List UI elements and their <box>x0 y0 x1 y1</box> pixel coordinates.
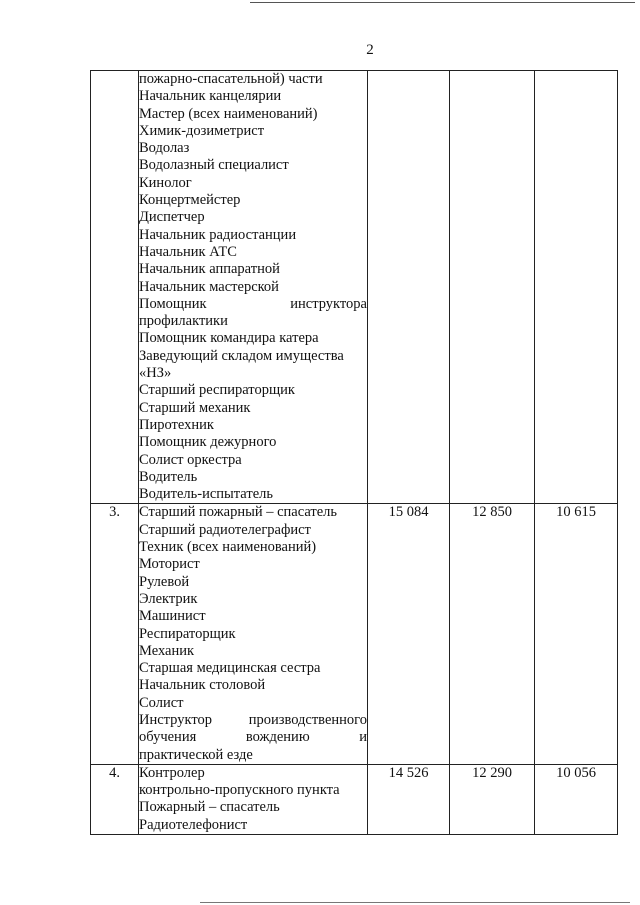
position-name: профилактики <box>139 313 228 330</box>
salary-table <box>90 70 618 835</box>
position-name: Старший механик <box>139 399 251 416</box>
position-name: Водитель <box>139 468 198 485</box>
position-name: пожарно-спасательной) части <box>139 71 323 87</box>
position-name: Помощник инструктора <box>139 295 367 312</box>
position-name: Химик-дозиметрист <box>139 122 265 139</box>
position-name: Моторист <box>139 556 200 573</box>
position-name: Пиротехник <box>139 416 214 433</box>
position-name: Начальник столовой <box>139 677 266 694</box>
position-list <box>139 764 368 834</box>
position-name: Машинист <box>139 608 206 625</box>
position-name: Водитель-испытатель <box>139 486 273 503</box>
salary-value-1 <box>368 71 450 504</box>
position-name: Радиотелефонист <box>139 816 248 833</box>
row-number <box>91 71 139 504</box>
salary-value-3: 10 615 <box>535 504 618 764</box>
table-row <box>91 71 618 504</box>
scan-edge-top <box>250 2 635 3</box>
position-list <box>139 504 368 764</box>
table-row <box>91 504 618 764</box>
salary-value-3 <box>535 71 618 504</box>
salary-value-1: 14 526 <box>368 764 450 834</box>
position-name: Контролер <box>139 764 205 781</box>
salary-value-3: 10 056 <box>535 764 618 834</box>
position-name: Пожарный – спасатель <box>139 799 280 816</box>
position-name: Инструктор производственного <box>139 711 367 728</box>
position-name: Старший пожарный – спасатель <box>139 504 338 521</box>
position-name: Начальник мастерской <box>139 278 279 295</box>
position-name: Техник (всех наименований) <box>139 539 317 556</box>
position-name: Помощник дежурного <box>139 434 277 451</box>
position-name: Механик <box>139 642 195 659</box>
position-name: практической езде <box>139 746 253 763</box>
position-name: Рулевой <box>139 573 190 590</box>
position-name: Водолаз <box>139 140 190 157</box>
position-name: Электрик <box>139 590 198 607</box>
position-name: обучения вождению и <box>139 729 367 746</box>
position-name: Старший респираторщик <box>139 382 295 399</box>
table-row <box>91 764 618 834</box>
position-name: Начальник канцелярии <box>139 88 282 105</box>
position-name: Диспетчер <box>139 209 205 226</box>
position-name: Начальник АТС <box>139 243 237 260</box>
salary-value-1: 15 084 <box>368 504 450 764</box>
position-name: Начальник радиостанции <box>139 226 297 243</box>
row-number: 3. <box>91 504 139 764</box>
position-name: Помощник командира катера <box>139 330 319 347</box>
position-name: Заведующий складом имущества <box>139 347 344 364</box>
position-name: Солист <box>139 694 184 711</box>
salary-value-2 <box>450 71 535 504</box>
salary-value-2: 12 850 <box>450 504 535 764</box>
row-number: 4. <box>91 764 139 834</box>
position-name: «НЗ» <box>139 365 172 382</box>
position-name: Старшая медицинская сестра <box>139 660 321 677</box>
position-name: Начальник аппаратной <box>139 261 280 278</box>
page-number: 2 <box>366 42 374 58</box>
position-name: Кинолог <box>139 174 192 191</box>
position-name: контрольно-пропускного пункта <box>139 782 340 799</box>
position-name: Водолазный специалист <box>139 157 289 174</box>
position-name: Респираторщик <box>139 625 236 642</box>
position-list <box>139 71 368 504</box>
position-name: Мастер (всех наименований) <box>139 105 318 122</box>
position-name: Старший радиотелеграфист <box>139 521 311 538</box>
position-name: Концертмейстер <box>139 192 241 209</box>
position-name: Солист оркестра <box>139 451 242 468</box>
salary-value-2: 12 290 <box>450 764 535 834</box>
scan-edge-bottom <box>200 902 630 903</box>
